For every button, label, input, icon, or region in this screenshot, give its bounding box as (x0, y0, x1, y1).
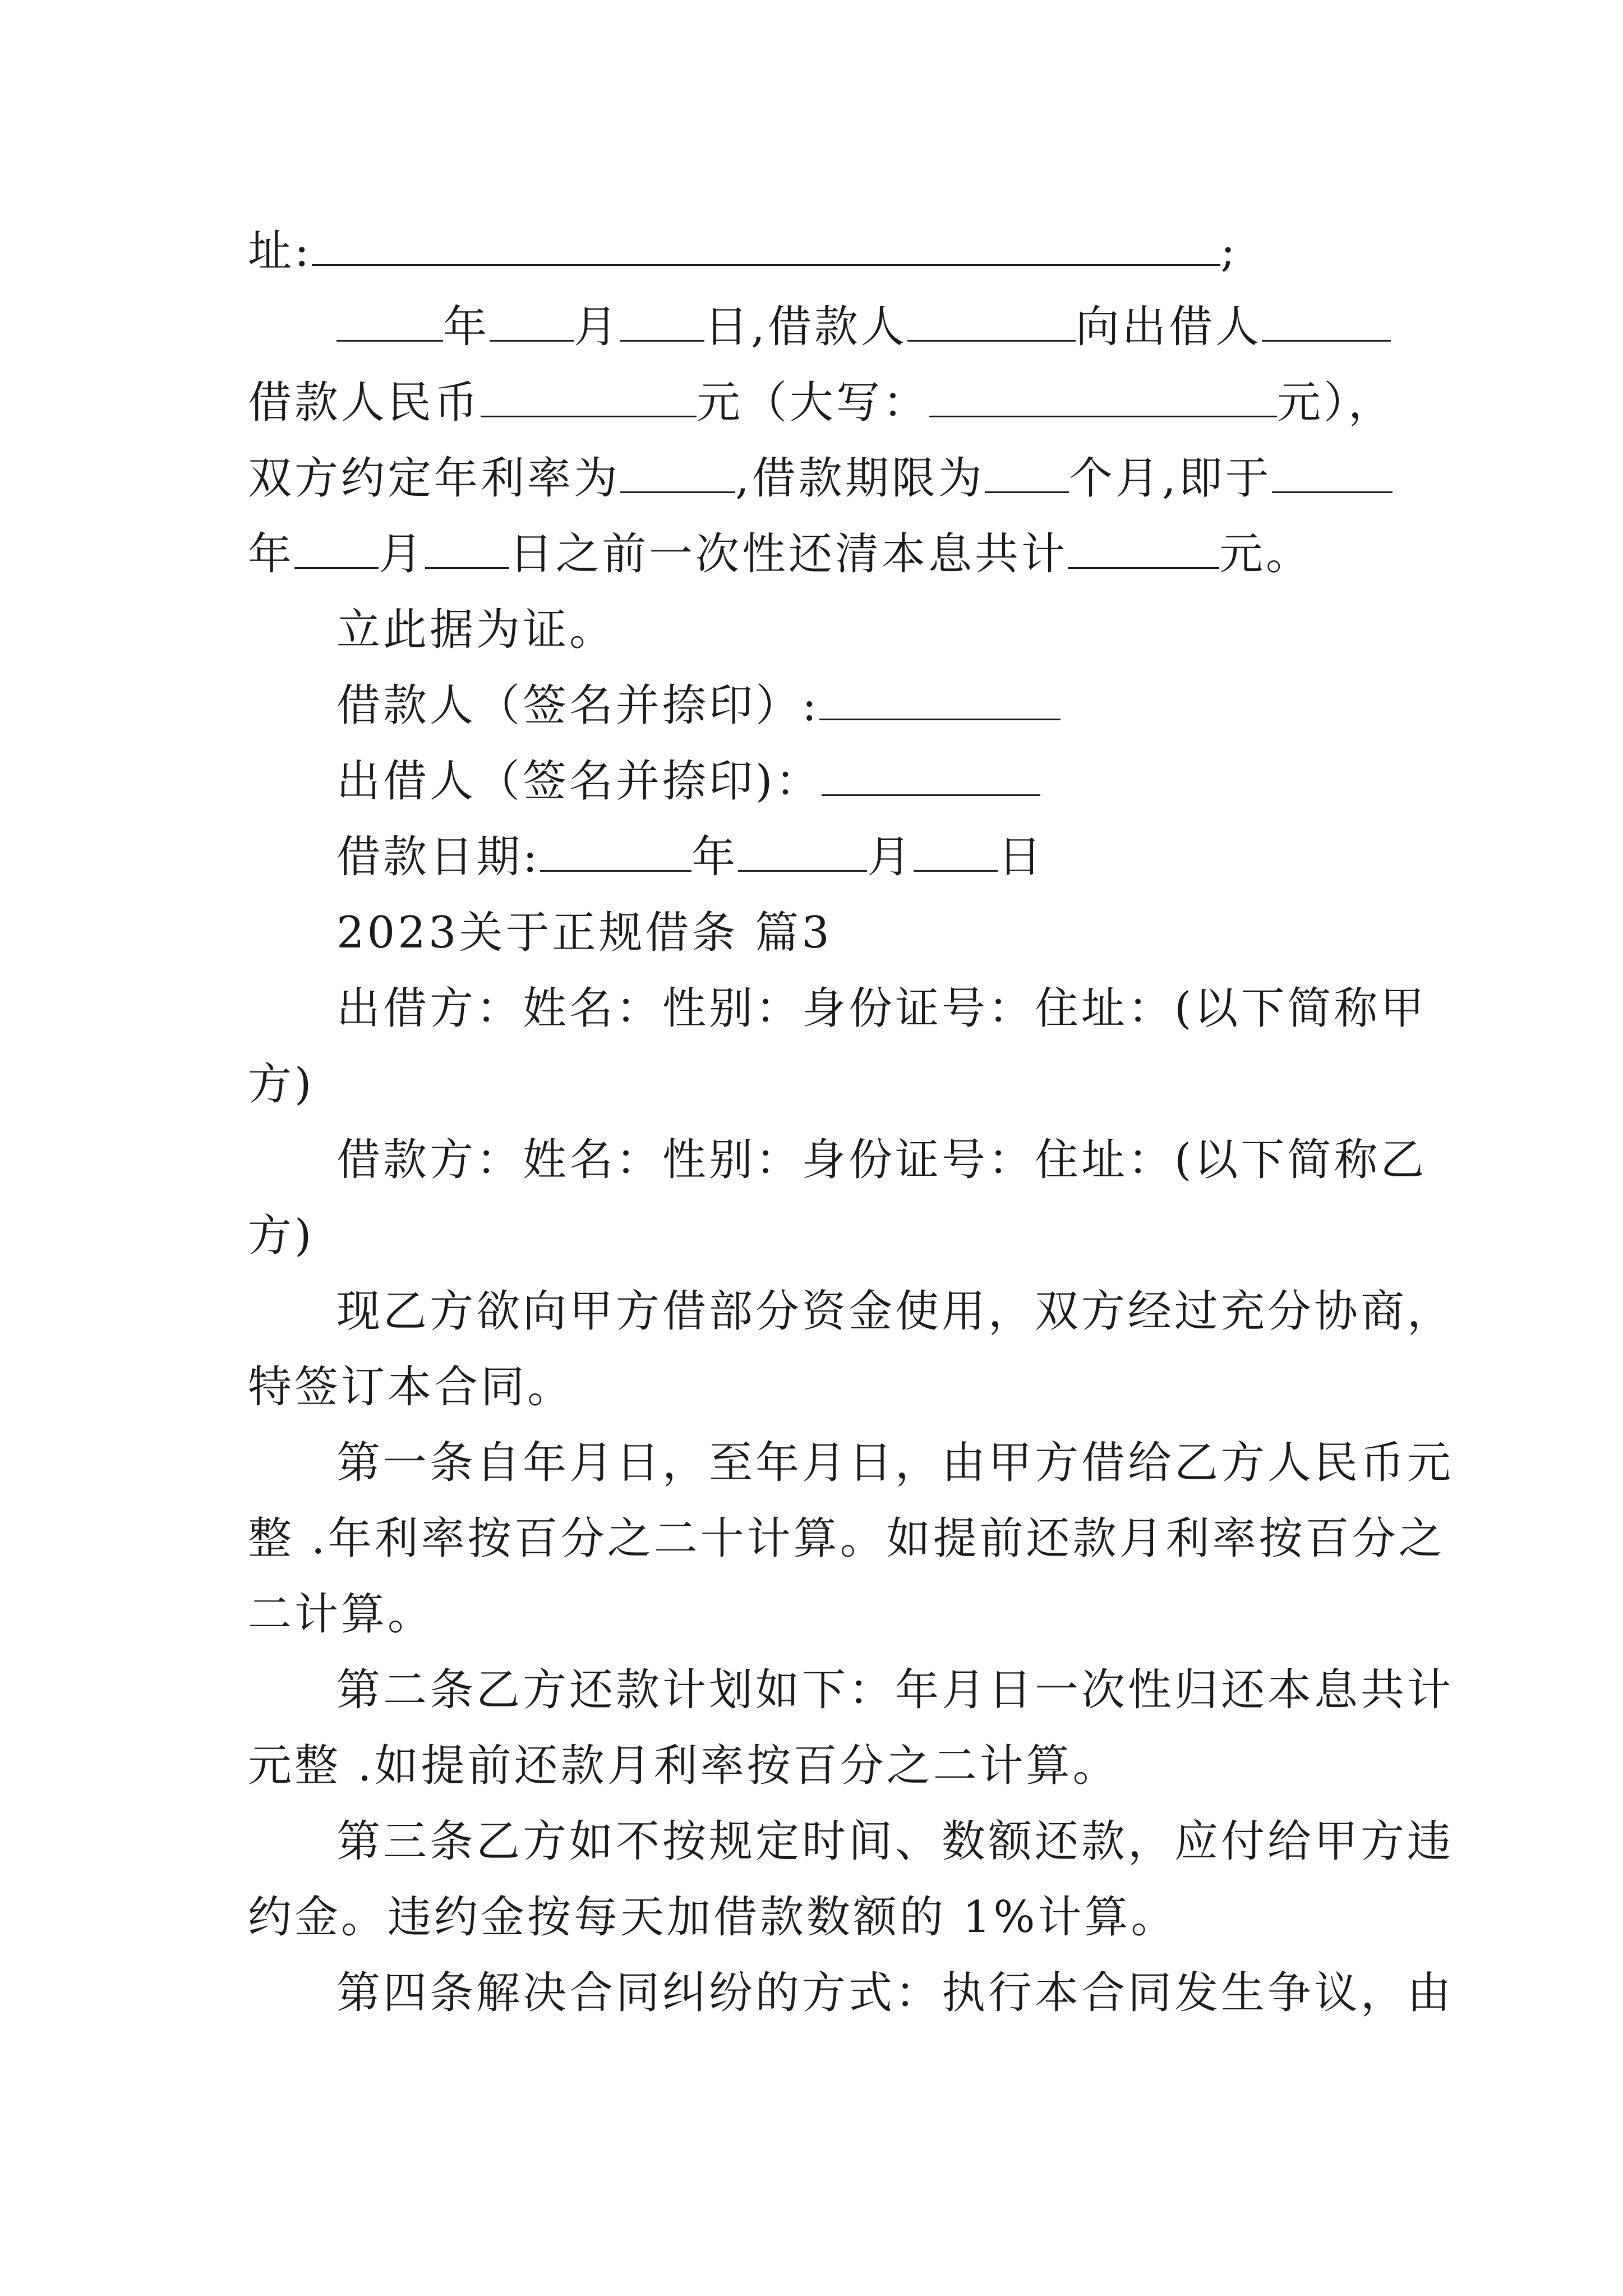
article1-line-1: 第一条自年月日，至年月日，由甲方借给乙方人民币元 (336, 1438, 1454, 1488)
until-label: 个月,即于 (1068, 453, 1272, 504)
lender-label: 向出借人 (1075, 302, 1262, 352)
repay-month-label: 月 (379, 529, 426, 579)
loan-date-label: 借款日期: (336, 832, 541, 882)
until-year-blank (1272, 451, 1393, 493)
year-blank (336, 300, 443, 342)
loan-month-label: 月 (867, 832, 914, 882)
loan-year-label: 年 (691, 832, 739, 882)
article3-line-1: 第三条乙方如不按规定时间、数额还款，应付给甲方违 (336, 1816, 1454, 1867)
loan-day-label: 日 (998, 832, 1045, 882)
month-label: 月 (574, 302, 621, 352)
article4-line-1: 第四条解决合同纠纷的方式：执行本合同发生争议，由 (336, 1968, 1454, 2018)
borrower-blank (907, 300, 1076, 342)
amount-line (248, 375, 1395, 431)
lender-blank (1262, 300, 1391, 342)
borrower-info-line-2: 方) (248, 1211, 315, 1261)
loan-day-blank (914, 830, 998, 872)
lender-sign-blank (822, 754, 1040, 796)
term-label: ,借款期限为 (735, 453, 985, 504)
date-borrower-line (336, 299, 1391, 355)
article2-line-1: 第二条乙方还款计划如下：年月日一次性归还本息共计 (336, 1665, 1454, 1715)
loan-year-blank (540, 830, 691, 872)
loan-date-line (336, 829, 1044, 885)
amount-blank (481, 375, 697, 417)
day-blank (620, 300, 704, 342)
intro-line-2: 特签订本合同。 (248, 1362, 574, 1412)
capital-label: 元（大写： (697, 378, 930, 428)
borrower-sign-line (336, 678, 1061, 734)
yuan-end: 元）， (1277, 378, 1395, 428)
rmb-label: 借款人民币 (248, 378, 481, 428)
section-title: 2023关于正规借条 篇3 (336, 908, 832, 958)
intro-line-1: 现乙方欲向甲方借部分资金使用，双方经过充分协商， (336, 1286, 1454, 1337)
repay-yuan-end: 元。 (1219, 529, 1313, 579)
term-blank (985, 451, 1069, 493)
lender-info-line-1: 出借方：姓名：性别：身份证号：住址：(以下简称甲 (336, 983, 1427, 1034)
article1-line-2: 整 .年利率按百分之二十计算。如提前还款月利率按百分之 (248, 1513, 1445, 1564)
testament-line: 立此据为证。 (336, 605, 616, 655)
borrower-info-line-1: 借款方：姓名：性别：身份证号：住址：(以下简称乙 (336, 1135, 1427, 1185)
repay-year-label: 年 (248, 529, 295, 579)
rate-line (248, 450, 1393, 507)
repay-total-blank (1068, 527, 1219, 569)
loan-month-blank (738, 830, 867, 872)
lender-info-line-2: 方) (248, 1059, 315, 1110)
repay-total-label: 日之前一次性还清本息共计 (509, 529, 1068, 579)
address-label: 址: (248, 226, 312, 277)
borrower-sign-blank (819, 678, 1061, 720)
article3-line-2: 约金。违约金按每天加借款数额的 1%计算。 (248, 1892, 1178, 1943)
rate-label: 双方约定年利率为 (248, 453, 621, 504)
repay-line (248, 526, 1312, 582)
year-label: 年 (443, 302, 490, 352)
article2-line-2: 元整 .如提前还款月利率按百分之二计算。 (248, 1741, 1119, 1791)
address-line (248, 223, 1238, 279)
rate-blank (620, 451, 735, 493)
lender-sign-label: 出借人（签名并捺印)： (336, 756, 822, 807)
article1-line-3: 二计算。 (248, 1589, 435, 1640)
capital-blank (929, 375, 1277, 417)
borrower-label: 日,借款人 (704, 302, 907, 352)
month-blank (490, 300, 574, 342)
lender-sign-line (336, 753, 1040, 809)
address-blank (312, 224, 1220, 266)
borrower-sign-label: 借款人（签名并捺印）: (336, 680, 820, 731)
address-end: ; (1220, 226, 1238, 277)
repay-month-blank (294, 527, 379, 569)
repay-day-blank (425, 527, 509, 569)
